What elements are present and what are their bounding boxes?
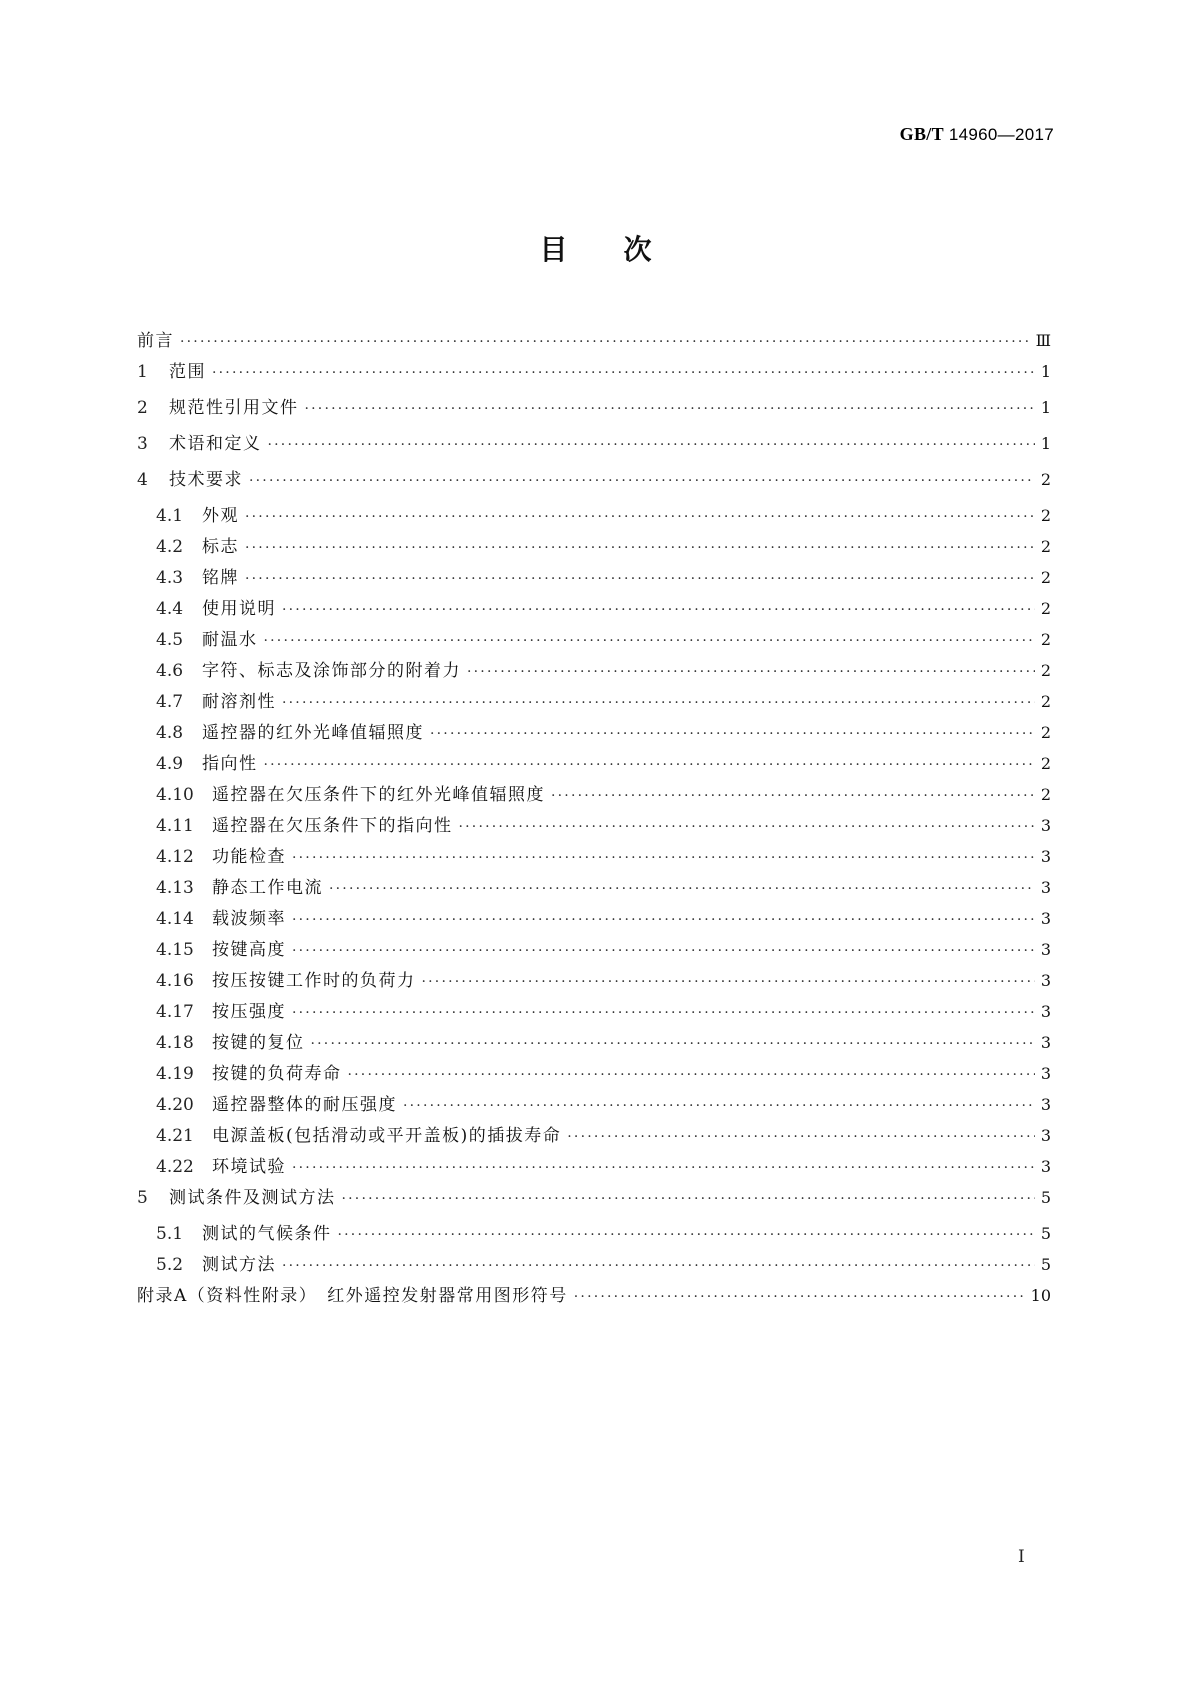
toc-leader-dots <box>292 1160 1035 1176</box>
toc-entry-title: 规范性引用文件 <box>169 398 299 418</box>
toc-entry-number: 4.18 <box>156 1033 194 1053</box>
toc-entry[interactable] <box>137 429 1051 465</box>
toc-entry[interactable] <box>137 656 1051 687</box>
toc-entry-title: 按压按键工作时的负荷力 <box>212 971 416 991</box>
page-title: 目次 <box>539 233 708 266</box>
toc-entry[interactable] <box>137 811 1051 842</box>
toc-entry-number: 4.22 <box>156 1157 194 1177</box>
toc-leader-dots <box>567 1129 1035 1145</box>
toc-entry-number: 4.16 <box>156 971 194 991</box>
toc-entry-title: 使用说明 <box>202 599 276 619</box>
toc-leader-dots <box>268 437 1035 453</box>
toc-entry-page: 3 <box>1040 1126 1051 1145</box>
footer-page-number: Ⅰ <box>1018 1547 1025 1567</box>
toc-entry-number: 4.10 <box>156 785 194 805</box>
toc-entry-page: 2 <box>1040 568 1051 587</box>
toc-entry-title: 耐溶剂性 <box>202 692 276 712</box>
toc-entry-page: 5 <box>1040 1188 1051 1207</box>
toc-entry-page: 3 <box>1040 878 1051 897</box>
toc-entry-page: 2 <box>1040 785 1051 804</box>
toc-entry-page: 2 <box>1040 723 1051 742</box>
toc-entry-page: 3 <box>1040 1157 1051 1176</box>
toc-entry-number: 4.21 <box>156 1126 194 1146</box>
toc-leader-dots <box>292 850 1035 866</box>
toc-entry-title: 遥控器在欠压条件下的红外光峰值辐照度 <box>212 785 545 805</box>
toc-entry-title: 测试条件及测试方法 <box>169 1188 336 1208</box>
toc-entry-number: 4.6 <box>156 661 184 681</box>
toc-leader-dots <box>282 695 1035 711</box>
toc-entry[interactable] <box>137 1152 1051 1183</box>
toc-entry-page: 2 <box>1040 754 1051 773</box>
toc-entry-title: 技术要求 <box>169 470 243 490</box>
toc-entry-page: 1 <box>1040 398 1051 417</box>
toc-entry-number: 5 <box>137 1188 148 1208</box>
toc-entry[interactable] <box>137 966 1051 997</box>
toc-entry[interactable] <box>137 563 1051 594</box>
toc-leader-dots <box>245 509 1035 525</box>
toc-entry-number: 3 <box>137 434 148 454</box>
toc-entry-number: 4.9 <box>156 754 184 774</box>
toc-entry-number: 4.3 <box>156 568 184 588</box>
toc-entry-title: 载波频率 <box>212 909 286 929</box>
toc-entry-title: 前言 <box>137 331 174 351</box>
toc-entry-page: 3 <box>1040 909 1051 928</box>
standard-code-prefix: GB/T <box>899 124 944 144</box>
toc-entry[interactable] <box>137 904 1051 935</box>
toc-entry-title: 指向性 <box>202 754 258 774</box>
toc-leader-dots <box>249 473 1035 489</box>
toc-entry-number: 4.15 <box>156 940 194 960</box>
toc-leader-dots <box>403 1098 1035 1114</box>
toc-entry-title: 外观 <box>202 506 239 526</box>
toc-entry-page: 3 <box>1040 1064 1051 1083</box>
toc-entry[interactable] <box>137 873 1051 904</box>
toc-entry-title: 术语和定义 <box>169 434 262 454</box>
toc-entry[interactable] <box>137 1183 1051 1219</box>
toc-entry-page: 1 <box>1040 362 1051 381</box>
toc-leader-dots <box>212 365 1035 381</box>
table-of-contents <box>137 326 1051 1312</box>
toc-entry[interactable] <box>137 1028 1051 1059</box>
toc-entry-number: 4.20 <box>156 1095 194 1115</box>
toc-entry-number: 4 <box>137 470 148 490</box>
toc-leader-dots <box>264 633 1035 649</box>
toc-entry-page: 3 <box>1040 971 1051 990</box>
toc-entry-page: 1 <box>1040 434 1051 453</box>
toc-entry-page: 3 <box>1040 816 1051 835</box>
toc-entry-page: 2 <box>1040 506 1051 525</box>
toc-entry-number: 4.11 <box>156 816 194 836</box>
toc-entry-title: 范围 <box>169 362 206 382</box>
toc-entry-page: 3 <box>1040 1095 1051 1114</box>
toc-entry[interactable] <box>137 935 1051 966</box>
toc-leader-dots <box>245 540 1035 556</box>
toc-entry-page: 2 <box>1040 692 1051 711</box>
toc-entry[interactable] <box>137 1281 1051 1312</box>
toc-entry-title: 按键的复位 <box>212 1033 305 1053</box>
toc-entry-title: 按键高度 <box>212 940 286 960</box>
toc-entry-page: 5 <box>1040 1255 1051 1274</box>
toc-leader-dots <box>430 726 1035 742</box>
toc-entry[interactable] <box>137 1250 1051 1281</box>
standard-code <box>900 124 1054 145</box>
toc-leader-dots <box>292 943 1035 959</box>
toc-entry-title: 测试的气候条件 <box>202 1224 332 1244</box>
toc-entry-title: 电源盖板(包括滑动或平开盖板)的插拔寿命 <box>212 1126 562 1146</box>
toc-entry[interactable] <box>137 594 1051 625</box>
toc-leader-dots <box>551 788 1035 804</box>
toc-leader-dots <box>264 757 1035 773</box>
toc-entry-number: 2 <box>137 398 148 418</box>
toc-leader-dots <box>282 1258 1035 1274</box>
toc-entry-number: 4.8 <box>156 723 184 743</box>
toc-entry-title: 静态工作电流 <box>212 878 323 898</box>
toc-entry-title: 遥控器在欠压条件下的指向性 <box>212 816 453 836</box>
standard-code-number: 14960—2017 <box>948 125 1054 144</box>
toc-leader-dots <box>311 1036 1035 1052</box>
toc-entry-title: 按压强度 <box>212 1002 286 1022</box>
toc-entry-number: 4.13 <box>156 878 194 898</box>
toc-entry-number: 4.12 <box>156 847 194 867</box>
toc-leader-dots <box>292 1005 1035 1021</box>
toc-leader-dots <box>292 912 1035 928</box>
toc-entry-number: 4.4 <box>156 599 184 619</box>
toc-entry-title: 遥控器的红外光峰值辐照度 <box>202 723 424 743</box>
toc-entry[interactable] <box>137 465 1051 501</box>
toc-entry-page: 3 <box>1040 1002 1051 1021</box>
toc-entry[interactable] <box>137 501 1051 532</box>
toc-entry-page: 3 <box>1040 1033 1051 1052</box>
toc-entry-title: 附录A（资料性附录） 红外遥控发射器常用图形符号 <box>137 1286 568 1306</box>
toc-entry-title: 字符、标志及涂饰部分的附着力 <box>202 661 461 681</box>
toc-entry[interactable] <box>137 997 1051 1028</box>
toc-entry-number: 4.1 <box>156 506 184 526</box>
toc-entry[interactable] <box>137 532 1051 563</box>
toc-leader-dots <box>422 974 1035 990</box>
toc-entry-page: 3 <box>1040 940 1051 959</box>
toc-entry-title: 标志 <box>202 537 239 557</box>
toc-entry-number: 4.5 <box>156 630 184 650</box>
toc-entry-page: 2 <box>1040 630 1051 649</box>
toc-entry[interactable] <box>137 1090 1051 1121</box>
toc-entry-page: 2 <box>1040 599 1051 618</box>
toc-entry[interactable] <box>137 1121 1051 1152</box>
toc-entry-number: 4.2 <box>156 537 184 557</box>
toc-entry-title: 铭牌 <box>202 568 239 588</box>
toc-entry-title: 环境试验 <box>212 1157 286 1177</box>
toc-entry-page: 2 <box>1040 470 1051 489</box>
toc-entry-title: 遥控器整体的耐压强度 <box>212 1095 397 1115</box>
toc-leader-dots <box>459 819 1035 835</box>
toc-entry-page: 3 <box>1040 847 1051 866</box>
toc-entry-number: 4.14 <box>156 909 194 929</box>
toc-entry-page: 2 <box>1040 537 1051 556</box>
toc-entry[interactable] <box>137 357 1051 393</box>
toc-entry-title: 耐温水 <box>202 630 258 650</box>
toc-entry-number: 4.19 <box>156 1064 194 1084</box>
toc-leader-dots <box>338 1227 1035 1243</box>
toc-entry[interactable] <box>137 718 1051 749</box>
toc-entry-page: 10 <box>1030 1286 1051 1305</box>
toc-entry[interactable] <box>137 842 1051 873</box>
toc-leader-dots <box>245 571 1035 587</box>
toc-entry-page: 5 <box>1040 1224 1051 1243</box>
toc-entry-number: 5.2 <box>156 1255 184 1275</box>
toc-leader-dots <box>342 1191 1035 1207</box>
toc-leader-dots <box>348 1067 1035 1083</box>
toc-entry-number: 4.17 <box>156 1002 194 1022</box>
toc-leader-dots <box>329 881 1035 897</box>
toc-entry-page: Ⅲ <box>1035 331 1051 350</box>
toc-leader-dots <box>305 401 1035 417</box>
toc-entry-title: 测试方法 <box>202 1255 276 1275</box>
toc-entry[interactable] <box>137 393 1051 429</box>
toc-entry-title: 按键的负荷寿命 <box>212 1064 342 1084</box>
toc-entry[interactable] <box>137 749 1051 780</box>
toc-entry[interactable] <box>137 625 1051 656</box>
toc-entry-number: 1 <box>137 362 148 382</box>
toc-entry-page: 2 <box>1040 661 1051 680</box>
toc-entry-number: 4.7 <box>156 692 184 712</box>
toc-leader-dots <box>282 602 1035 618</box>
toc-entry[interactable] <box>137 1219 1051 1250</box>
toc-leader-dots <box>574 1289 1025 1305</box>
toc-leader-dots <box>180 334 1030 350</box>
toc-leader-dots <box>467 664 1035 680</box>
toc-entry[interactable] <box>137 687 1051 718</box>
toc-entry-title: 功能检查 <box>212 847 286 867</box>
toc-entry[interactable] <box>137 1059 1051 1090</box>
toc-entry-number: 5.1 <box>156 1224 184 1244</box>
toc-entry[interactable] <box>137 780 1051 811</box>
toc-entry[interactable] <box>137 326 1051 357</box>
